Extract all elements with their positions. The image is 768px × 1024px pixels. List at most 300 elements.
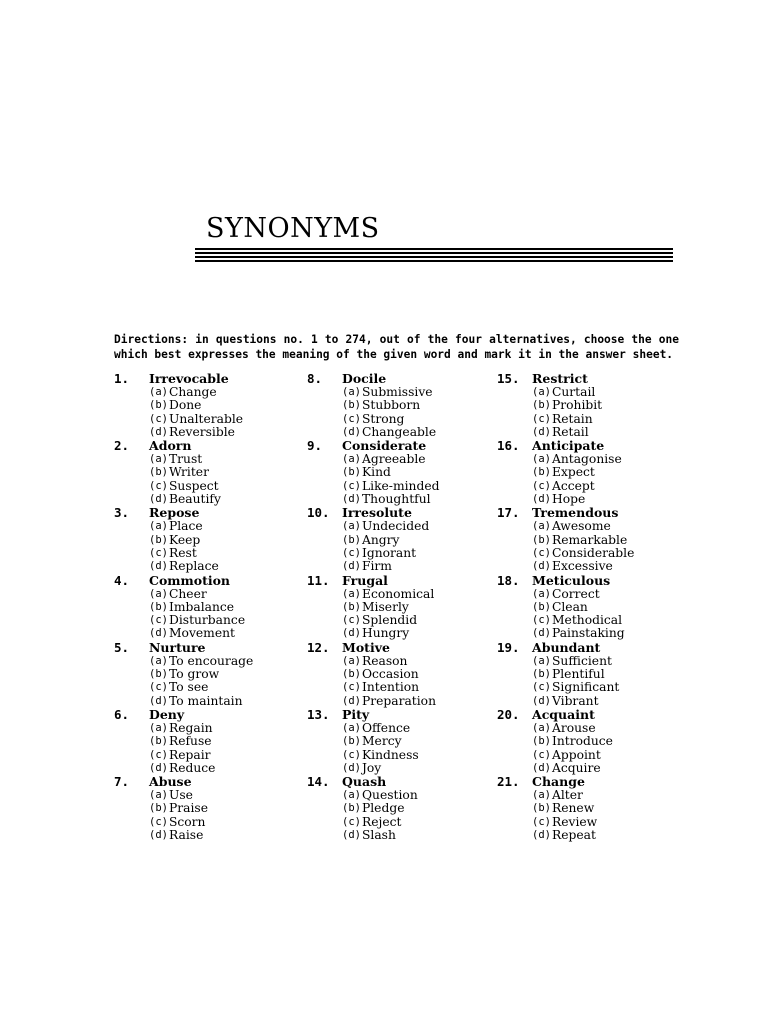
- question-head: [307, 641, 467, 655]
- answer-option: [342, 547, 467, 560]
- question-item: [307, 708, 467, 775]
- option-text: Use: [168, 788, 193, 803]
- question-number: 4.: [114, 572, 130, 588]
- question-head: [497, 372, 657, 386]
- answer-option: [532, 547, 657, 560]
- option-text: Kindness: [361, 747, 419, 762]
- option-text: Question: [361, 788, 418, 803]
- answer-option: [342, 829, 467, 842]
- option-text: Joy: [361, 760, 382, 775]
- option-text: Review: [551, 814, 598, 829]
- option-letter: (c): [342, 412, 361, 425]
- question-head: [114, 641, 274, 655]
- option-text: Painstaking: [551, 626, 625, 641]
- answer-option: [532, 762, 657, 775]
- question-word: Meticulous: [532, 572, 611, 588]
- option-list: [532, 722, 657, 775]
- option-text: Submissive: [361, 385, 433, 399]
- answer-option: [532, 789, 657, 802]
- option-text: Raise: [168, 828, 204, 843]
- answer-option: [532, 695, 657, 708]
- option-text: Excessive: [551, 559, 613, 574]
- question-item: [114, 439, 274, 506]
- question-item: [114, 372, 274, 439]
- option-text: Prohibit: [551, 398, 603, 413]
- question-word: Tremendous: [532, 505, 619, 521]
- question-number: 6.: [114, 706, 130, 722]
- answer-option: [342, 480, 467, 493]
- question-head: [114, 372, 274, 386]
- option-letter: (b): [532, 399, 551, 412]
- answer-option: [532, 588, 657, 601]
- option-text: Sufficient: [551, 653, 612, 668]
- option-text: Hungry: [361, 626, 410, 641]
- option-letter: (a): [149, 520, 168, 533]
- answer-option: [342, 413, 467, 426]
- question-number: 8.: [307, 371, 323, 386]
- option-letter: (d): [342, 829, 361, 842]
- option-text: Accept: [551, 478, 595, 493]
- option-letter: (b): [149, 802, 168, 815]
- option-text: Changeable: [361, 424, 437, 439]
- option-letter: (b): [532, 735, 551, 748]
- option-letter: (a): [149, 789, 168, 802]
- option-letter: (c): [342, 815, 361, 828]
- option-text: Arouse: [551, 720, 596, 735]
- option-text: Offence: [361, 720, 411, 735]
- option-text: Occasion: [361, 667, 419, 682]
- option-letter: (c): [149, 479, 168, 492]
- answer-option: [532, 627, 657, 640]
- option-text: Angry: [361, 532, 400, 547]
- answer-option: [149, 789, 274, 802]
- option-text: Introduce: [551, 734, 613, 749]
- answer-option: [149, 534, 274, 547]
- option-text: Writer: [168, 465, 209, 480]
- option-text: Mercy: [361, 734, 402, 749]
- option-list: [342, 789, 467, 842]
- option-letter: (c): [532, 546, 551, 559]
- option-letter: (d): [342, 627, 361, 640]
- option-text: Slash: [361, 828, 396, 843]
- question-head: [497, 708, 657, 722]
- question-head: [307, 439, 467, 453]
- option-text: Miserly: [361, 599, 409, 614]
- option-text: Awesome: [551, 519, 611, 534]
- option-text: Significant: [551, 680, 620, 695]
- option-text: Rest: [168, 545, 197, 560]
- option-letter: (d): [532, 560, 551, 573]
- option-letter: (b): [149, 466, 168, 479]
- option-text: Unalterable: [168, 411, 244, 426]
- question-number: 9.: [307, 438, 323, 454]
- answer-option: [149, 722, 274, 735]
- option-text: Antagonise: [551, 452, 622, 467]
- option-letter: (c): [149, 748, 168, 761]
- answer-option: [149, 480, 274, 493]
- answer-option: [342, 453, 467, 466]
- answer-option: [149, 802, 274, 815]
- question-item: [114, 775, 274, 842]
- answer-option: [149, 668, 274, 681]
- answer-option: [149, 466, 274, 479]
- answer-option: [149, 749, 274, 762]
- option-letter: (c): [149, 614, 168, 627]
- answer-option: [149, 829, 274, 842]
- question-word: Adorn: [149, 438, 192, 454]
- option-letter: (d): [532, 425, 551, 438]
- answer-option: [342, 789, 467, 802]
- answer-option: [532, 493, 657, 506]
- answer-option: [149, 493, 274, 506]
- option-text: Renew: [551, 801, 595, 816]
- option-list: [342, 655, 467, 708]
- answer-option: [342, 601, 467, 614]
- answer-option: [532, 681, 657, 694]
- question-item: [114, 574, 274, 641]
- question-item: [307, 641, 467, 708]
- option-text: Expect: [551, 465, 595, 480]
- option-letter: (d): [342, 425, 361, 438]
- option-letter: (a): [532, 587, 551, 600]
- option-list: [532, 386, 657, 439]
- question-item: [307, 574, 467, 641]
- answer-option: [149, 655, 274, 668]
- answer-option: [149, 735, 274, 748]
- answer-option: [342, 588, 467, 601]
- question-word: Abuse: [149, 774, 192, 790]
- option-text: Considerable: [551, 545, 635, 560]
- option-list: [532, 453, 657, 506]
- answer-option: [342, 386, 467, 399]
- option-text: Acquire: [551, 760, 601, 775]
- option-list: [532, 520, 657, 573]
- answer-option: [342, 655, 467, 668]
- option-text: Reduce: [168, 760, 216, 775]
- option-text: Keep: [168, 532, 201, 547]
- question-item: [497, 641, 657, 708]
- question-word: Considerate: [342, 438, 427, 454]
- answer-option: [342, 722, 467, 735]
- option-letter: (a): [342, 386, 361, 398]
- option-text: Reason: [361, 653, 408, 668]
- option-text: Repair: [168, 747, 211, 762]
- option-letter: (a): [342, 587, 361, 600]
- question-word: Frugal: [342, 572, 388, 588]
- option-letter: (a): [149, 386, 168, 398]
- option-letter: (b): [532, 466, 551, 479]
- question-number: 3.: [114, 505, 130, 521]
- option-text: Reversible: [168, 424, 235, 439]
- answer-option: [149, 816, 274, 829]
- option-letter: (b): [149, 533, 168, 546]
- question-word: Pity: [342, 706, 370, 722]
- option-letter: (c): [532, 815, 551, 828]
- option-text: Retain: [551, 411, 593, 426]
- answer-option: [149, 386, 274, 399]
- question-item: [307, 439, 467, 506]
- question-item: [497, 372, 657, 439]
- answer-option: [532, 735, 657, 748]
- option-text: Repeat: [551, 828, 596, 843]
- answer-option: [342, 735, 467, 748]
- option-letter: (d): [149, 627, 168, 640]
- option-letter: (b): [342, 533, 361, 546]
- option-letter: (a): [149, 453, 168, 466]
- question-word: Abundant: [532, 639, 601, 655]
- option-letter: (c): [532, 479, 551, 492]
- option-letter: (b): [149, 735, 168, 748]
- question-item: [497, 439, 657, 506]
- option-list: [342, 588, 467, 641]
- question-head: [307, 775, 467, 789]
- answer-option: [149, 520, 274, 533]
- option-letter: (d): [149, 425, 168, 438]
- answer-option: [149, 399, 274, 412]
- question-word: Deny: [149, 706, 185, 722]
- question-word: Docile: [342, 371, 387, 386]
- question-number: 5.: [114, 639, 130, 655]
- option-letter: (a): [342, 520, 361, 533]
- option-text: Firm: [361, 559, 392, 574]
- answer-option: [149, 588, 274, 601]
- option-letter: (d): [342, 560, 361, 573]
- question-word: Acquaint: [532, 706, 595, 722]
- option-text: Imbalance: [168, 599, 235, 614]
- answer-option: [532, 749, 657, 762]
- option-text: Reject: [361, 814, 402, 829]
- option-list: [149, 453, 274, 506]
- option-letter: (b): [342, 735, 361, 748]
- option-letter: (c): [342, 748, 361, 761]
- answer-option: [342, 493, 467, 506]
- question-column-2: [307, 372, 467, 842]
- answer-option: [149, 453, 274, 466]
- option-text: Methodical: [551, 613, 623, 628]
- option-text: Replace: [168, 559, 219, 574]
- question-word: Quash: [342, 774, 387, 790]
- answer-option: [342, 614, 467, 627]
- option-letter: (b): [532, 600, 551, 613]
- answer-option: [532, 829, 657, 842]
- option-text: Curtail: [551, 385, 596, 399]
- option-letter: (a): [149, 721, 168, 734]
- option-letter: (d): [149, 761, 168, 774]
- question-number: 17.: [497, 505, 520, 521]
- question-number: 15.: [497, 371, 520, 386]
- answer-option: [149, 681, 274, 694]
- answer-option: [532, 601, 657, 614]
- question-number: 2.: [114, 438, 130, 454]
- question-number: 13.: [307, 706, 330, 722]
- option-text: Alter: [551, 788, 583, 803]
- question-head: [497, 439, 657, 453]
- option-list: [149, 520, 274, 573]
- answer-option: [342, 560, 467, 573]
- question-item: [307, 372, 467, 439]
- question-head: [114, 574, 274, 588]
- option-letter: (c): [342, 614, 361, 627]
- option-letter: (d): [149, 694, 168, 707]
- option-letter: (b): [149, 668, 168, 681]
- answer-option: [149, 627, 274, 640]
- option-text: Regain: [168, 720, 213, 735]
- question-head: [307, 574, 467, 588]
- option-letter: (b): [532, 668, 551, 681]
- option-list: [149, 386, 274, 439]
- option-letter: (c): [149, 546, 168, 559]
- answer-option: [149, 695, 274, 708]
- option-letter: (c): [149, 412, 168, 425]
- answer-option: [532, 426, 657, 439]
- answer-option: [342, 816, 467, 829]
- option-list: [342, 386, 467, 439]
- option-letter: (d): [342, 694, 361, 707]
- option-text: Trust: [168, 452, 203, 467]
- answer-option: [532, 722, 657, 735]
- answer-option: [532, 413, 657, 426]
- option-letter: (b): [149, 600, 168, 613]
- question-number: 10.: [307, 505, 330, 521]
- option-letter: (d): [532, 761, 551, 774]
- option-text: Pledge: [361, 801, 405, 816]
- option-text: Place: [168, 519, 203, 534]
- option-letter: (c): [532, 412, 551, 425]
- option-text: To encourage: [168, 653, 254, 668]
- question-number: 11.: [307, 572, 330, 588]
- option-letter: (c): [342, 681, 361, 694]
- option-text: Hope: [551, 492, 586, 507]
- answer-option: [532, 453, 657, 466]
- question-head: [114, 506, 274, 520]
- answer-option: [342, 466, 467, 479]
- option-text: Intention: [361, 680, 420, 695]
- answer-option: [149, 614, 274, 627]
- option-text: To maintain: [168, 693, 243, 708]
- option-text: Agreeable: [361, 452, 426, 467]
- option-letter: (d): [149, 560, 168, 573]
- question-number: 12.: [307, 639, 330, 655]
- question-item: [497, 708, 657, 775]
- answer-option: [532, 668, 657, 681]
- question-word: Repose: [149, 505, 200, 521]
- option-letter: (c): [149, 815, 168, 828]
- option-text: Preparation: [361, 693, 437, 708]
- answer-option: [342, 668, 467, 681]
- answer-option: [149, 413, 274, 426]
- question-number: 18.: [497, 572, 520, 588]
- option-letter: (c): [149, 681, 168, 694]
- option-letter: (c): [342, 546, 361, 559]
- option-letter: (a): [532, 386, 551, 398]
- option-text: Clean: [551, 599, 588, 614]
- option-letter: (a): [342, 721, 361, 734]
- option-letter: (d): [532, 627, 551, 640]
- question-head: [497, 641, 657, 655]
- option-text: Cheer: [168, 586, 207, 601]
- question-word: Irrevocable: [149, 371, 229, 386]
- question-word: Anticipate: [532, 438, 605, 454]
- answer-option: [532, 534, 657, 547]
- answer-option: [532, 520, 657, 533]
- option-letter: (c): [532, 748, 551, 761]
- option-letter: (a): [342, 453, 361, 466]
- answer-option: [149, 762, 274, 775]
- question-number: 19.: [497, 639, 520, 655]
- option-letter: (d): [149, 829, 168, 842]
- option-list: [149, 655, 274, 708]
- option-list: [149, 789, 274, 842]
- option-letter: (b): [532, 802, 551, 815]
- option-letter: (b): [342, 466, 361, 479]
- option-list: [532, 588, 657, 641]
- option-text: Suspect: [168, 478, 219, 493]
- question-item: [497, 574, 657, 641]
- answer-option: [149, 547, 274, 560]
- question-word: Commotion: [149, 572, 231, 588]
- page-title: SYNONYMS: [206, 213, 380, 244]
- question-head: [497, 775, 657, 789]
- option-letter: (b): [532, 533, 551, 546]
- answer-option: [532, 816, 657, 829]
- answer-option: [342, 749, 467, 762]
- option-list: [342, 520, 467, 573]
- answer-option: [149, 560, 274, 573]
- question-number: 7.: [114, 774, 130, 790]
- answer-option: [532, 614, 657, 627]
- answer-option: [342, 520, 467, 533]
- question-column-1: [114, 372, 274, 842]
- option-letter: (a): [149, 654, 168, 667]
- option-letter: (d): [532, 694, 551, 707]
- option-text: Refuse: [168, 734, 212, 749]
- answer-option: [532, 802, 657, 815]
- option-letter: (b): [342, 399, 361, 412]
- option-text: Strong: [361, 411, 405, 426]
- answer-option: [342, 399, 467, 412]
- option-list: [149, 722, 274, 775]
- answer-option: [532, 480, 657, 493]
- option-text: Done: [168, 398, 202, 413]
- question-item: [307, 775, 467, 842]
- option-text: Splendid: [361, 613, 418, 628]
- option-text: Economical: [361, 586, 435, 601]
- question-head: [307, 372, 467, 386]
- answer-option: [342, 426, 467, 439]
- option-letter: (b): [342, 600, 361, 613]
- option-letter: (d): [342, 493, 361, 506]
- question-head: [114, 439, 274, 453]
- option-letter: (b): [342, 802, 361, 815]
- answer-option: [532, 655, 657, 668]
- option-text: To see: [168, 680, 209, 695]
- answer-option: [532, 560, 657, 573]
- option-text: Praise: [168, 801, 208, 816]
- option-letter: (a): [532, 721, 551, 734]
- answer-option: [532, 386, 657, 399]
- question-head: [114, 708, 274, 722]
- question-number: 14.: [307, 774, 330, 790]
- question-number: 1.: [114, 371, 130, 386]
- answer-option: [149, 426, 274, 439]
- option-text: Appoint: [551, 747, 601, 762]
- question-column-3: [497, 372, 657, 842]
- question-item: [307, 506, 467, 573]
- answer-option: [532, 466, 657, 479]
- question-head: [114, 775, 274, 789]
- option-letter: (a): [532, 654, 551, 667]
- title-rule-lines: [195, 248, 673, 264]
